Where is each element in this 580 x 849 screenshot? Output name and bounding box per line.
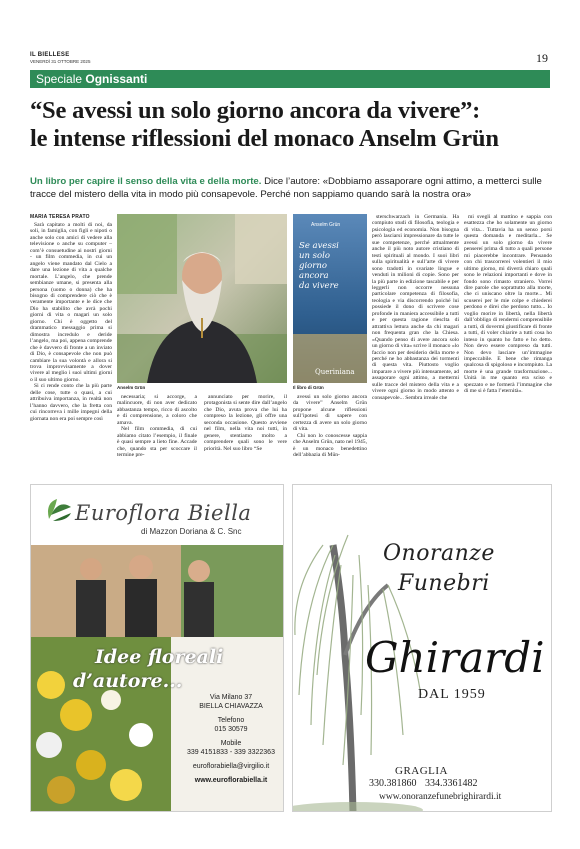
article-column-2 [117,394,197,474]
newspaper-name: IL BIELLESE [30,52,70,58]
book-title-line: da vivere [299,281,339,291]
tagline-line-2: d’autore... [73,670,183,692]
photo-caption-monk: Anselm Grün [117,385,146,390]
book-title-line: un solo [299,251,330,261]
euroflora-brand-name: Euroflora Biella [75,501,252,525]
address-line-2: BIELLA CHIAVAZZA [199,703,263,710]
issue-date: VENERDÌ 31 OTTOBRE 2025 [30,59,91,64]
ghirardi-since: DAL 1959 [418,687,486,702]
monk-photo-image [117,214,287,383]
euroflora-tagline [73,645,224,693]
book-publisher-text: Queriniana [315,368,355,376]
paragraph: Nel film commedia, di cui abbiamo citato l’esempio, il finale è quasi sempre a lieto fine. Accade che, quando sta per scoccare il termine pre- [117,426,197,459]
paragraph: sterschwarzach in Germania. Ha compiuto studi di filosofia, teologia e psicologia ed economia. Non bisogna però lasciarsi impressionare da tutte le sue competenze, perché attualmente anche il più noto autore cristiano di testi spirituali al mondo. I suoi libri sulla spiritualità e sull’arte di vivere sono tradotti in svariate lingue e venduti in milioni di copie. Sono per la più parte in edizione tascabile e per leggerli non occorre nessuna particolare competenza di filosofia, teologia e via discorrendo poiché lui possiede il dono di scrivere cose profonde in maniera accessibile a tutti e per questa ragione riesclta di attrattiva lettura anche da chi magari non frequenta gran che la Chiesa. «Quando penso di avere ancora solo un giorno di vita» scrive il monaco «lo faccio non per desiderio della morte e perché ne ho abbastanza dei tormenti di questa vita. Piuttosto voglio imparare a vivere più intensamente, ad assaporare ogni attimo, a mettermi sulle tracce del mistero della vita e a vivere ogni giorno in modo attento e consapevole... Sembra irreale che [372,214,459,401]
euroflora-advertisement[interactable] [30,484,284,812]
ghirardi-advertisement[interactable] [292,484,552,812]
section-name: Ognissanti [85,72,148,86]
headline [30,97,560,153]
lede [30,175,552,201]
book-author-text: Anselm Grün [311,222,341,228]
paragraph: avessi un solo giorno ancora da vivere” Anselm Grün propone alcune riflessioni sull’ipotesi di sapere con certezza di avere un solo giorno di vita. [293,394,367,433]
ghirardi-phone-1[interactable]: 330.381860 [369,778,417,789]
ghirardi-title-line-2: Funebri [398,571,490,596]
article-column-4 [293,394,367,474]
page-number: 19 [536,51,548,65]
book-title-line: ancora [299,271,329,281]
section-prefix: Speciale [36,72,86,86]
anselm-grun-photo [117,214,287,383]
masthead [30,52,550,68]
website-link[interactable]: www.euroflorabiella.it [194,777,268,784]
mobile-number[interactable]: 339 4151833 - 339 3322363 [187,749,275,756]
book-cover-image [293,214,367,383]
paragraph: necessaria; si accorge, a malincuore, di non aver dedicato abbastanza tempo, ricco di ascolto e di comprensione, a coloro che amava. [117,394,197,426]
book-cover-photo [293,214,367,383]
paragraph: Sarà capitato a molti di noi, da soli, in famiglia, con figli e nipoti o anche solo con amici di vedere alla televisione o anche su computer – com’è consuetudine ai nostri giorni - un film commedia, in cui un angelo viene mandato dal Cielo a dare una lezione di vita a qualche mortale. L’angelo, che prende sembianze umane, si presenta alla persona (uomo o donna) che ha bisogno di comprendere ciò che è veramente importante e le dice che Dio ha stabilito che avrà pochi giorni di vita o magari un solo giorno. Chi è oggetto del drammatico messaggio prima si dimostra incredulo e deride l’angelo, ma poi, appena comprende che è davvero di fronte a un inviato di Dio, è consapevole che non può cambiare la sua volontà e allora si trova improvvisamente a dover vivere al meglio i suoi ultimi giorni o il suo ultimo giorno. [30,222,112,383]
paragraph: Chi non lo conoscesse sappia che Anselm Grün, nato nel 1945, è un monaco benedettino dell’abbazia di Mün- [293,432,367,459]
byline: MARIA TERESA PRATO [30,214,90,220]
phone-number[interactable]: 015 30579 [214,726,248,733]
photo-caption-book: Il libro di Grün [293,385,324,390]
mobile-label: Mobile [220,740,242,747]
address-line-1: Via Milano 37 [209,694,253,701]
ghirardi-brand-name: Ghirardi [365,633,545,682]
book-title-line: giorno [299,261,327,271]
tagline-line-1: Idee floreali [95,646,224,668]
euroflora-company-sub: di Mazzon Doriana & C. Snc [141,527,242,536]
phone-label: Telefono [217,717,245,724]
section-header [30,70,550,88]
email-link[interactable]: euroflorabiella@virgilio.it [192,763,270,770]
book-title-line: Se avessi [299,241,339,251]
ghirardi-title-line-1: Onoranze [383,541,495,566]
paragraph: mi svegli al mattino e sappia con esattezza che ho solamente un giorno di vita... Tuttavia ha un senso porsi questa domanda e meditarla... Se avessi un solo giorno da vivere pensereí prima di tutto a quali persone mi piacerebbe incontrare. Pensando con chi trascorrerei volentieri il mio ultimo giorno, mi diverrà chiaro quali sono le relazioni importanti e dove in fondo sono rimasto straniero. Vorrei dire parole che soprattutto alla morte, che ci uniscano oltre la morte... Mi scuserei per le mie colpe e chiederei perdono e direi che perdono tutto... Io voglio morire in libertà, nella libertà dall’obbligo di rendermi comprensibile a tutti, di dovermi giustificare di fronte a tutti, di voler chiarire a tutti cosa ho inteso in quanto ho fatto e ho detto. Non devo essere compreso da tutti. Non devo lasciare un’immagine impeccabile. E bene che rimanga qualcosa di spigoloso e incompiuto. La morte è una grande trasformazione... Unità in me quanto era sciso e spezzato e ne formerà l’immagine che di me si è fatta l’eternità». [464,214,552,395]
article-column-1 [30,222,112,478]
headline-line-1: “Se avessi un solo giorno ancora da vivere”: [30,97,481,124]
lede-text: Dice l’autore: «Dobbiamo assaporare ogni attimo, a metterci sulle tracce del mistero della vita in modo più consapevole. Perché non sappiamo quando sarà la nostra ora» [30,176,542,200]
euroflora-contact-block [181,693,281,785]
paragraph: annunciato per morire, il protagonista si sente dire dall’angelo che Dio, avuta prova che lui ha compreso la lezione, gli offre una seconda occasione. Questo avviene nel film, nella vita noi tutti, in genere, stentiamo molto a comprendere quali sono le vere priorità. Nel suo libro “Se [204,394,287,452]
article-column-6 [464,214,552,476]
leaf-logo-icon [48,499,71,521]
paragraph: Si ci rende conto che la più parte delle cose, tutte o quasi, a cui attribuiva importanza, in realtà non l’hanno davvero, che la fretta con cui rincorreva i mille impegni della giornata non era poi sempre così [30,383,112,422]
article-column-3 [204,394,287,474]
lede-highlight: Un libro per capire il senso della vita e della morte. [30,176,262,187]
ghirardi-town: GRAGLIA [395,765,448,777]
ghirardi-phones [369,778,478,789]
article-column-5 [372,214,459,476]
headline-line-2: le intense riflessioni del monaco Anselm Grün [30,125,499,152]
ghirardi-phone-2[interactable]: 334.3361482 [425,778,478,789]
ghirardi-website-link[interactable]: www.onoranzefunebrighirardi.it [379,792,502,802]
